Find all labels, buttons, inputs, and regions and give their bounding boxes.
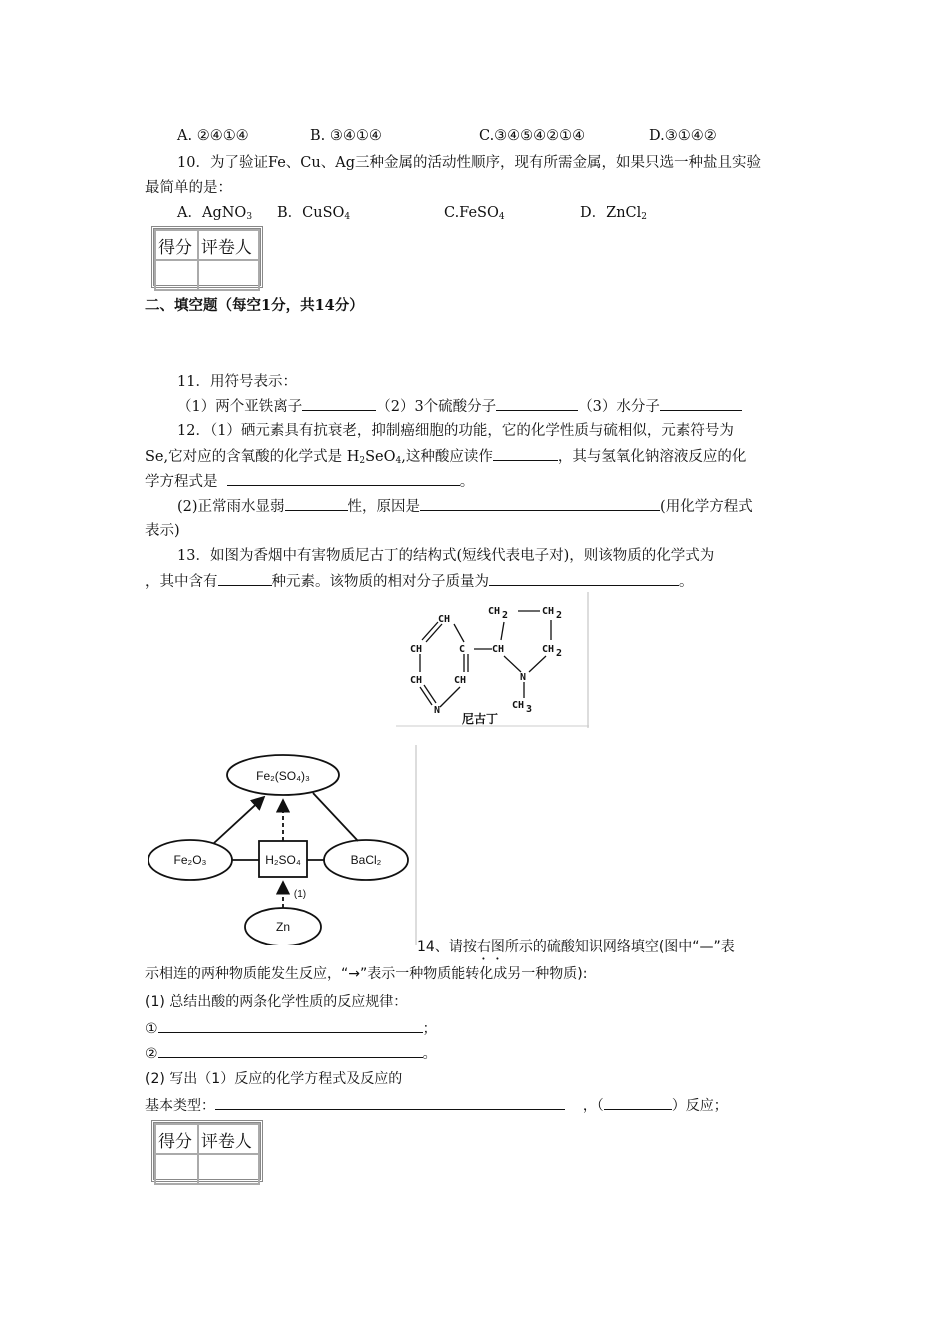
q9-option-b: B. ③④①④ xyxy=(310,128,382,144)
grader-label: 评卷人 xyxy=(198,230,259,260)
q12-blank-acid-name[interactable] xyxy=(493,446,558,461)
atom-ch-right-lower: CH xyxy=(454,675,467,686)
q10-options xyxy=(177,203,647,227)
q14-blank-equation[interactable] xyxy=(215,1095,565,1110)
q11-blank-1[interactable] xyxy=(302,396,376,411)
score-cell[interactable] xyxy=(155,1154,198,1184)
q9-options xyxy=(177,126,717,146)
q12-line3: 学方程式是 。 xyxy=(145,471,474,492)
q14-part2-line2: 基本类型： ，（ ）反应； xyxy=(145,1095,728,1116)
atom-c: C xyxy=(459,644,466,655)
node-bacl2-label: BaCl₂ xyxy=(350,853,382,867)
q14-line1: 14、请按右图所示的硫酸知识网络填空(图中“—”表 xyxy=(417,939,735,955)
q10-option-a: A．AgNO$_3$ xyxy=(177,205,253,222)
q12-line1: 12．（1）硒元素具有抗衰老，抑制癌细胞的功能，它的化学性质与硫相似，元素符号为 xyxy=(177,423,734,439)
q11-blank-3[interactable] xyxy=(660,396,742,411)
atom-ch2-right: CH 2 xyxy=(542,606,563,621)
grader-cell[interactable] xyxy=(198,1154,259,1184)
arrow-1-label: (1) xyxy=(293,889,307,900)
q11-stem: 11．用符号表示： xyxy=(177,374,297,390)
grader-label: 评卷人 xyxy=(198,1124,259,1154)
q9-option-a: A. ②④①④ xyxy=(177,128,249,144)
atom-n-pyridine: N xyxy=(434,705,441,716)
node-zn-label: Zn xyxy=(275,920,291,934)
q14-line2: 示相连的两种物质能发生反应，“→”表示一种物质能转化成另一种物质): xyxy=(145,966,588,982)
q10-stem-line1: 10．为了验证Fe、Cu、Ag三种金属的活动性顺序，现有所需金属，如果只选一种盐且实验 xyxy=(177,155,761,171)
q10-option-d: D．ZnCl$_2$ xyxy=(580,205,648,222)
q10-option-c: C.FeSO$_4$ xyxy=(444,205,505,222)
nicotine-structure-svg xyxy=(396,592,589,728)
q14-part1: (1) 总结出酸的两条化学性质的反应规律： xyxy=(145,994,408,1010)
atom-ch-junction: CH xyxy=(492,644,505,655)
q9-option-d: D.③①④② xyxy=(649,128,717,144)
q12-line5: 表示) xyxy=(145,523,180,539)
network-svg xyxy=(148,745,418,945)
score-cell[interactable] xyxy=(155,260,198,290)
node-fe2o3-label: Fe₂O₃ xyxy=(173,853,207,867)
q12-line2: Se,它对应的含氧酸的化学式是 $H_2SeO_4$,这种酸应读作 ，其与氢氧化钠溶液反应的化 xyxy=(145,446,746,471)
q9-option-c: C.③④⑤④②①④ xyxy=(479,128,586,144)
q13-line2: ，其中含有 种元素。该物质的相对分子质量为 。 xyxy=(145,571,694,592)
atom-ch2-left: CH 2 xyxy=(488,606,509,621)
sulfuric-acid-network-diagram xyxy=(148,745,418,945)
q13-blank-mass[interactable] xyxy=(489,571,679,586)
q12-line4: (2)正常雨水显弱 性，原因是 (用化学方程式 xyxy=(177,496,753,517)
q14-blank-reaction-type[interactable] xyxy=(604,1095,672,1110)
q13-line1: 13．如图为香烟中有害物质尼古丁的结构式(短线代表电子对)，则该物质的化学式为 xyxy=(177,548,715,564)
score-label: 得分 xyxy=(155,230,198,260)
atom-ch-top: CH xyxy=(438,614,451,625)
q14-blank-rule2[interactable] xyxy=(158,1043,423,1058)
q14-blank-rule1[interactable] xyxy=(158,1018,423,1033)
grader-cell[interactable] xyxy=(198,260,259,290)
score-label: 得分 xyxy=(155,1124,198,1154)
atom-ch-left-lower: CH xyxy=(410,675,423,686)
atom-ch-left-upper: CH xyxy=(410,644,423,655)
figure-caption: 尼古丁 xyxy=(462,712,499,726)
q11-blank-2[interactable] xyxy=(496,396,578,411)
q12-blank-reason[interactable] xyxy=(420,496,660,511)
q10-option-b: B．CuSO$_4$ xyxy=(277,205,351,222)
nicotine-structure-figure xyxy=(396,592,589,728)
q14-part2-line1: (2) 写出（1）反应的化学方程式及反应的 xyxy=(145,1071,403,1087)
atom-n-pyrrolidine: N xyxy=(520,672,527,683)
score-box-2 xyxy=(151,1120,263,1182)
q12-blank-property[interactable] xyxy=(285,496,348,511)
q14-bullet1-row: ① ； xyxy=(145,1018,437,1039)
q14-bullet2-row: ② 。 xyxy=(145,1043,437,1064)
q12-blank-equation[interactable] xyxy=(227,471,460,486)
q11-parts: （1）两个亚铁离子 （2）3个硫酸分子 （3）水分子 xyxy=(177,396,742,417)
score-box-1 xyxy=(151,226,263,288)
node-fe2so43-label: Fe₂(SO₄)₃ xyxy=(256,769,310,783)
q13-blank-elements[interactable] xyxy=(218,571,272,586)
atom-ch2-lower: CH 2 xyxy=(542,644,563,659)
section-2-heading: 二、填空题（每空1分，共14分） xyxy=(145,297,364,314)
q10-stem-line2: 最简单的是： xyxy=(145,180,232,196)
atom-ch3: CH 3 xyxy=(512,700,533,715)
node-h2so4-label: H₂SO₄ xyxy=(265,853,301,867)
